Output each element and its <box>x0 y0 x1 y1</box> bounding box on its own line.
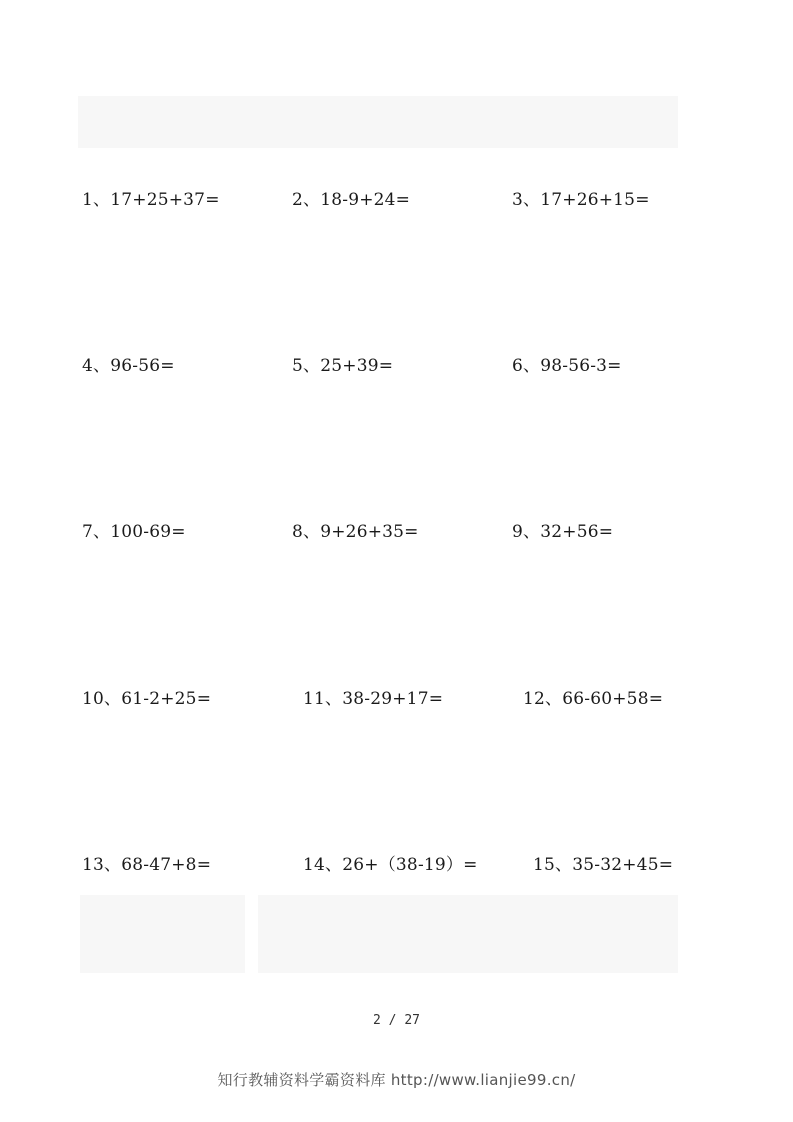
problem-7: 7、100-69= <box>82 522 186 542</box>
problem-10: 10、61-2+25= <box>82 689 212 709</box>
footer-source-link[interactable]: 知行教辅资料学霸资料库 http://www.lianjie99.cn/ <box>217 1071 576 1089</box>
problem-3: 3、17+26+15= <box>512 190 650 210</box>
problem-13: 13、68-47+8= <box>82 855 212 875</box>
problem-6: 6、98-56-3= <box>512 356 622 376</box>
problem-14: 14、26+（38-19）= <box>303 855 478 875</box>
faint-band-bottom-right <box>258 895 678 973</box>
problem-2: 2、18-9+24= <box>292 190 411 210</box>
problem-8: 8、9+26+35= <box>292 522 419 542</box>
problem-9: 9、32+56= <box>512 522 614 542</box>
problem-4: 4、96-56= <box>82 356 175 376</box>
problem-5: 5、25+39= <box>292 356 394 376</box>
faint-band-bottom-left <box>80 895 245 973</box>
problem-12: 12、66-60+58= <box>523 689 664 709</box>
page-number: 2 / 27 <box>373 1013 420 1028</box>
problem-11: 11、38-29+17= <box>303 689 444 709</box>
problem-1: 1、17+25+37= <box>82 190 220 210</box>
faint-band-top <box>78 96 678 148</box>
problem-15: 15、35-32+45= <box>533 855 674 875</box>
